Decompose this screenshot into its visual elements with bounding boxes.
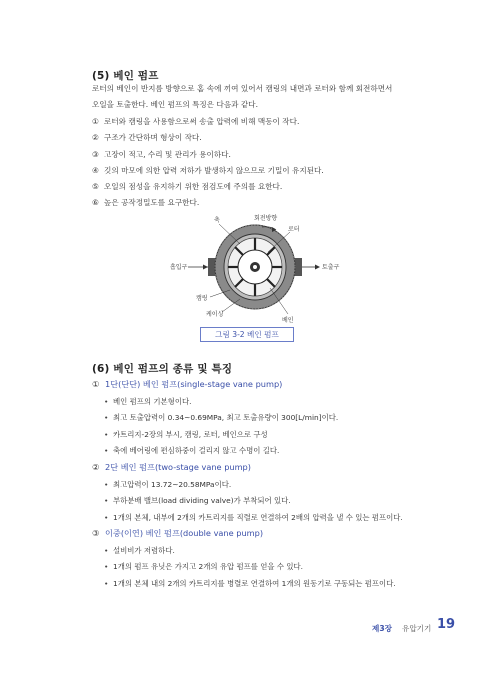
feature-text: 고장이 적고, 수리 및 관리가 용이하다. — [104, 150, 231, 159]
feature-text: 높은 공작정밀도를 요구한다. — [104, 198, 200, 207]
feature-text: 구조가 간단하며 형상이 작다. — [104, 133, 202, 142]
feature-number: ① — [92, 117, 99, 126]
feature-text: 오일의 점성을 유지하기 위한 점검도에 주의를 요한다. — [104, 182, 283, 191]
subsection-number: ② — [92, 462, 100, 472]
subsection-title: 2단 베인 펌프(two-stage vane pump) — [105, 462, 251, 472]
figure-caption: 그림 3-2 베인 펌프 — [200, 327, 294, 342]
bullet-item: • 1개의 본체, 내부에 2개의 카트리지를 직렬로 연결하여 2배의 압력을 낼 수 있는 펌프이다. — [104, 512, 403, 523]
feature-text: 로터와 캠링을 사용함으로써 송출 압력에 비해 맥동이 작다. — [104, 117, 300, 126]
subsection-two-stage — [92, 462, 251, 473]
feature-item — [92, 182, 282, 192]
section-5-intro-line-1: 로터의 베인이 반지름 방향으로 홈 속에 끼여 있어서 캠링의 내면과 로터와 함께 회전하면서 — [92, 84, 393, 93]
page-number: 19 — [437, 617, 456, 632]
bullet-item: • 설비비가 저렴하다. — [104, 545, 175, 556]
feature-item — [92, 198, 199, 208]
bullet-item: • 1개의 본체 내의 2개의 카트리지를 병렬로 연결하여 1개의 원동기로 구동되는 펌프이다. — [104, 578, 396, 589]
label-axis: 축 — [214, 217, 220, 224]
subsection-title: 이중(이연) 베인 펌프(double vane pump) — [105, 528, 264, 538]
subsection-title: 1단(단단) 베인 펌프(single-stage vane pump) — [105, 379, 283, 389]
subsection-number: ③ — [92, 528, 100, 538]
bullet-item: • 1개의 펌프 유닛은 가지고 2개의 유압 펌프를 얻을 수 있다. — [104, 561, 303, 572]
feature-number: ② — [92, 133, 99, 142]
bullet-item: • 최고 토출압력이 0.34~0.69MPa, 최고 토출유량이 300[L/min]이다. — [104, 412, 338, 423]
feature-number: ⑤ — [92, 182, 99, 191]
feature-number: ③ — [92, 150, 99, 159]
label-inlet: 흡입구 — [170, 264, 188, 271]
feature-item — [92, 117, 299, 127]
bullet-item: • 베인 펌프의 기본형이다. — [104, 396, 191, 407]
subsection-double — [92, 528, 263, 539]
feature-number: ④ — [92, 166, 99, 175]
bullet-item: • 부하분배 밸브(load dividing valve)가 부착되어 있다. — [104, 495, 291, 506]
feature-text: 깃의 마모에 의한 압력 저하가 발생하지 않으므로 기밀이 유지된다. — [104, 166, 324, 175]
feature-number: ⑥ — [92, 198, 99, 207]
subsection-single-stage — [92, 379, 282, 390]
feature-item — [92, 166, 324, 176]
bullet-item: • 축에 베어링에 편심하중이 걸리지 않고 수명이 길다. — [104, 445, 279, 456]
section-5-intro-line-2: 오일을 토출한다. 베인 펌프의 특징은 다음과 같다. — [92, 100, 259, 109]
footer-title: 유압기기 — [402, 624, 432, 633]
feature-item — [92, 133, 202, 143]
label-camring: 캠링 — [196, 295, 208, 302]
label-outlet: 토출구 — [322, 264, 340, 271]
footer-chapter: 제3장 — [372, 624, 392, 633]
vane-pump-diagram — [170, 212, 350, 324]
label-casing: 케이싱 — [206, 311, 224, 318]
section-6-title: (6) 베인 펌프의 종류 및 특징 — [92, 363, 233, 375]
feature-item — [92, 150, 231, 160]
section-5-title: (5) 베인 펌프 — [92, 70, 159, 82]
bullet-item: • 카트리지-2장의 부시, 캠링, 로터, 베인으로 구성 — [104, 429, 268, 440]
bullet-item: • 최고압력이 13.72~20.58MPa이다. — [104, 479, 231, 490]
subsection-number: ① — [92, 379, 100, 389]
label-vane: 베인 — [282, 317, 294, 324]
label-rotor: 로터 — [288, 226, 300, 233]
label-rotation: 회전방향 — [254, 215, 278, 222]
